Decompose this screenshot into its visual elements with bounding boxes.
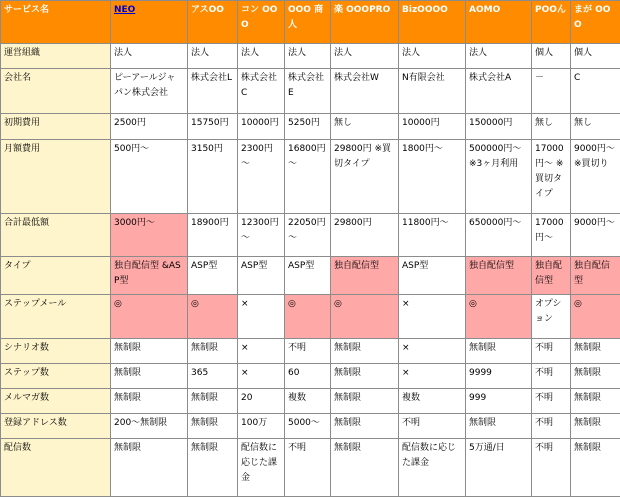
table-cell: ASP型 — [399, 256, 466, 294]
table-cell: 10000円 — [399, 113, 466, 139]
table-cell: C — [571, 68, 620, 113]
table-cell: ◎ — [571, 295, 620, 339]
row-label: タイプ — [1, 256, 111, 294]
table-cell: － — [532, 68, 571, 113]
table-cell: 650000円～ — [466, 214, 532, 257]
table-cell: × — [238, 339, 285, 364]
row-label: ステップ数 — [1, 363, 111, 388]
table-body — [1, 44, 620, 497]
table-cell: 無制限 — [188, 413, 238, 438]
table-cell: ピーアールジャパン株式会社 — [111, 68, 188, 113]
table-cell: 無制限 — [466, 339, 532, 364]
table-row — [1, 438, 620, 496]
table-cell: 15750円 — [188, 113, 238, 139]
table-cell: 500円～ — [111, 139, 188, 214]
table-cell: 1800円～ — [399, 139, 466, 214]
table-cell: 22050円～ — [285, 214, 331, 257]
row-label: 月額費用 — [1, 139, 111, 214]
table-cell: 29800円 ※買切タイプ — [331, 139, 399, 214]
table-cell: 複数 — [285, 388, 331, 413]
table-cell: 不明 — [532, 363, 571, 388]
header-service: コン OOO — [238, 1, 285, 44]
table-row — [1, 44, 620, 69]
table-cell: 5万通/日 — [466, 438, 532, 496]
table-cell: 無制限 — [571, 388, 620, 413]
table-cell: 無制限 — [331, 363, 399, 388]
table-cell: 無制限 — [111, 388, 188, 413]
table-cell: ASP型 — [285, 256, 331, 294]
table-cell: 9999 — [466, 363, 532, 388]
table-row — [1, 388, 620, 413]
row-label: シナリオ数 — [1, 339, 111, 364]
table-cell: 不明 — [285, 438, 331, 496]
table-cell: 不明 — [532, 413, 571, 438]
table-cell: 複数 — [399, 388, 466, 413]
table-cell: 16800円～ — [285, 139, 331, 214]
row-label: 会社名 — [1, 68, 111, 113]
table-cell: 独自配信型 — [466, 256, 532, 294]
table-cell: 法人 — [285, 44, 331, 69]
table-cell: × — [238, 363, 285, 388]
table-cell: 無制限 — [111, 438, 188, 496]
table-cell: ASP型 — [188, 256, 238, 294]
table-cell: 2300円～ — [238, 139, 285, 214]
table-cell: 20 — [238, 388, 285, 413]
table-cell: 5000～ — [285, 413, 331, 438]
table-cell: ◎ — [111, 295, 188, 339]
table-cell: 12300円～ — [238, 214, 285, 257]
header-service-name: サービス名 — [1, 1, 111, 44]
table-cell: 9000円～ — [571, 214, 620, 257]
table-cell: 365 — [188, 363, 238, 388]
table-cell: 法人 — [399, 44, 466, 69]
table-cell: 株式会社W — [331, 68, 399, 113]
table-cell: 独自配信型 — [532, 256, 571, 294]
table-cell: 無制限 — [188, 339, 238, 364]
table-row — [1, 256, 620, 294]
table-cell: 不明 — [399, 413, 466, 438]
row-label: メルマガ数 — [1, 388, 111, 413]
table-row — [1, 295, 620, 339]
table-cell: 配信数に応じた課金 — [399, 438, 466, 496]
table-cell: 株式会社L — [188, 68, 238, 113]
table-cell: ◎ — [188, 295, 238, 339]
table-cell: × — [399, 339, 466, 364]
header-service: OOO 商人 — [285, 1, 331, 44]
table-row — [1, 68, 620, 113]
table-cell: 独自配信型 — [571, 256, 620, 294]
table-row — [1, 363, 620, 388]
table-cell: 17000円～ ※買切タイプ — [532, 139, 571, 214]
row-label: 登録アドレス数 — [1, 413, 111, 438]
table-cell: 18900円 — [188, 214, 238, 257]
table-row — [1, 113, 620, 139]
table-cell: 無制限 — [331, 388, 399, 413]
table-cell: 無制限 — [188, 388, 238, 413]
table-row — [1, 139, 620, 214]
row-label: 運営組織 — [1, 44, 111, 69]
table-cell: 無制限 — [571, 363, 620, 388]
header-service: AOMO — [466, 1, 532, 44]
table-cell: 株式会社E — [285, 68, 331, 113]
table-cell: 不明 — [532, 388, 571, 413]
table-cell: 無制限 — [331, 339, 399, 364]
table-cell: 無し — [571, 113, 620, 139]
header-service: BizOOOO — [399, 1, 466, 44]
table-cell: オプション — [532, 295, 571, 339]
table-cell: 法人 — [188, 44, 238, 69]
table-cell: 11800円～ — [399, 214, 466, 257]
table-cell: 不明 — [285, 339, 331, 364]
table-cell: 法人 — [111, 44, 188, 69]
table-cell: N有限会社 — [399, 68, 466, 113]
table-cell: 200～無制限 — [111, 413, 188, 438]
table-cell: 2500円 — [111, 113, 188, 139]
table-cell: 無制限 — [331, 438, 399, 496]
table-row — [1, 339, 620, 364]
table-cell: 無し — [532, 113, 571, 139]
table-cell: 独自配信型 — [331, 256, 399, 294]
table-cell: ◎ — [285, 295, 331, 339]
table-cell: 無制限 — [571, 438, 620, 496]
table-cell: 150000円 — [466, 113, 532, 139]
table-cell: 無制限 — [466, 413, 532, 438]
header-link-neo[interactable]: NEO — [111, 1, 188, 44]
table-cell: 500000円～ ※3ヶ月利用 — [466, 139, 532, 214]
table-cell: 17000円～ — [532, 214, 571, 257]
table-cell: 株式会社A — [466, 68, 532, 113]
header-row — [1, 1, 620, 44]
table-row — [1, 413, 620, 438]
table-cell: 法人 — [331, 44, 399, 69]
table-cell: 独自配信型 &ASP型 — [111, 256, 188, 294]
table-cell: 999 — [466, 388, 532, 413]
table-cell: × — [399, 295, 466, 339]
table-cell: 9000円～ ※買切り — [571, 139, 620, 214]
table-cell: 無制限 — [331, 413, 399, 438]
table-cell: × — [238, 295, 285, 339]
header-service: POOん — [532, 1, 571, 44]
table-cell: 無制限 — [111, 339, 188, 364]
table-cell: 10000円 — [238, 113, 285, 139]
table-cell: × — [399, 363, 466, 388]
table-cell: 29800円 — [331, 214, 399, 257]
table-cell: ◎ — [466, 295, 532, 339]
table-cell: 60 — [285, 363, 331, 388]
row-label: ステップメール — [1, 295, 111, 339]
table-cell: 法人 — [238, 44, 285, 69]
row-label: 合計最低額 — [1, 214, 111, 257]
table-cell: 法人 — [466, 44, 532, 69]
table-cell: 5250円 — [285, 113, 331, 139]
header-service: アスOO — [188, 1, 238, 44]
row-label: 初期費用 — [1, 113, 111, 139]
table-cell: ◎ — [331, 295, 399, 339]
table-cell: 不明 — [532, 339, 571, 364]
table-cell: 配信数に応じた課金 — [238, 438, 285, 496]
table-cell: 無し — [331, 113, 399, 139]
table-cell: 3000円～ — [111, 214, 188, 257]
table-cell: 無制限 — [571, 339, 620, 364]
header-service: 楽 OOOPRO — [331, 1, 399, 44]
table-cell: 株式会社C — [238, 68, 285, 113]
table-row — [1, 214, 620, 257]
table-cell: ASP型 — [238, 256, 285, 294]
table-cell: 100万 — [238, 413, 285, 438]
row-label: 配信数 — [1, 438, 111, 496]
table-cell: 3150円 — [188, 139, 238, 214]
table-cell: 無制限 — [571, 413, 620, 438]
table-cell: 無制限 — [111, 363, 188, 388]
header-service: まが OOO — [571, 1, 620, 44]
table-cell: 不明 — [532, 438, 571, 496]
table-cell: 個人 — [571, 44, 620, 69]
table-cell: 無制限 — [188, 438, 238, 496]
table-cell: 個人 — [532, 44, 571, 69]
